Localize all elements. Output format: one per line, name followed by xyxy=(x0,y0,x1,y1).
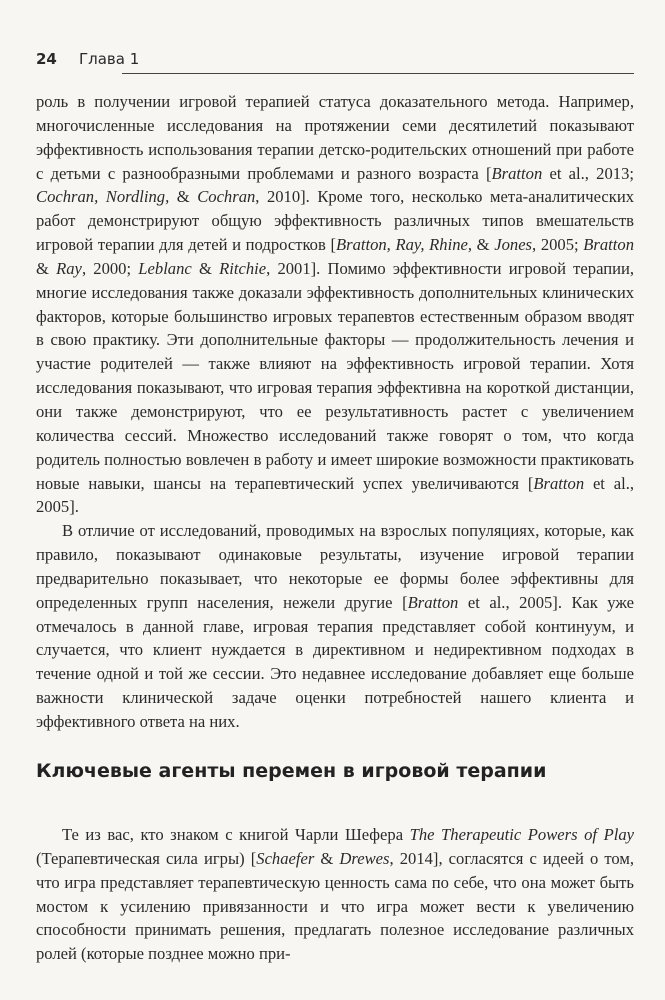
text-run: , 2001]. Помимо эффективности игровой терапии, многие исследования также доказали эффективность дополнительных клинических факторов, которые большинство игровых терапевтов естественным образом вводят в свою практику. Эти дополнительные факторы — продолжительность лечения и участие родителей — также влияют на эффективность игровой терапии. Хотя исследования показывают, что игровая терапия эффективна на короткой дистанции, они также демонстрируют, что ее результативность растет с увеличением количества сессий. Множество исследований также говорят о том, что когда родитель полностью вовлечен в работу и имеет широкие возможности практиковать новые навыки, шансы на терапевтический успех увеличиваются [ xyxy=(36,258,634,493)
citation-italic: Bratton xyxy=(533,473,585,493)
citation-italic: The Therapeutic Powers of Play xyxy=(409,825,634,844)
body-text-2 xyxy=(36,823,634,966)
text-run: В отличие от исследований, проводимых на взрослых популяциях, которые, как правило, показывают одинаковые результаты, изучение игровой терапии предварительно показывает, что некоторые ее формы более эффективны для определенных групп населения, нежели другие [ xyxy=(36,521,634,612)
citation-italic: Leblanc xyxy=(138,258,199,278)
text-run: (Терапевтическая сила игры) [ xyxy=(36,848,257,868)
citation-italic: Schaefer xyxy=(256,848,321,868)
citation-italic: Ritchie xyxy=(219,258,267,278)
header-rule xyxy=(122,73,634,74)
page-header xyxy=(36,46,634,74)
text-run: & xyxy=(36,258,57,278)
text-run: & xyxy=(176,187,198,207)
text-run: , 2000; xyxy=(81,258,139,278)
citation-italic: Drewes xyxy=(339,848,390,868)
paragraph-2 xyxy=(36,519,634,734)
text-run: Те из вас, кто знаком с книгой Чарли Шефера xyxy=(62,825,410,844)
citation-italic: Jones xyxy=(494,235,533,255)
body-text xyxy=(36,90,634,734)
text-run: , 2014], согласятся с идеей о том, что игра представляет терапевтическую ценность сама по себе, что она может быть мостом к усилению привязанности и что игра может вести к увеличению способности принимать решения, предлагать полезное исследование различных ролей (которые позднее можно при- xyxy=(36,848,634,964)
text-run: et al., 2005]. Как уже отмечалось в данной главе, игровая терапия представляет собой континуум, и случается, что клиент нуждается в директивном и недирективном подходах в течение одной и той же сессии. Это недавнее исследование добавляет еще больше важности клинической задаче оценки потребностей нашего клиента и эффективного ответа на них. xyxy=(36,592,634,731)
text-run: & xyxy=(476,235,495,255)
paragraph-3 xyxy=(36,823,634,966)
chapter-title: Глава 1 xyxy=(79,50,140,68)
text-run: , 2010]. Кроме того, несколько мета-аналитических работ демонстрируют общую эффективность различных типов вмешательств игровой терапии для детей и подростков [ xyxy=(36,187,634,255)
citation-italic: Cochran xyxy=(197,187,256,207)
page-number: 24 xyxy=(36,50,57,68)
citation-italic: Bratton, Ray, Rhine, xyxy=(335,235,477,255)
text-run: роль в получении игровой терапией статуса доказательного метода. Например, многочисленные исследования на протяжении семи десятилетий показывают эффективность использования терапии детско-родительских отношений при работе с детьми с разнообразными проблемами и разного возраста [ xyxy=(36,92,634,183)
text-run: , 2005; xyxy=(532,235,584,255)
paragraph-1 xyxy=(36,90,634,519)
citation-italic: Bratton xyxy=(407,592,459,612)
citation-italic: Bratton xyxy=(583,235,634,255)
text-run: & xyxy=(320,848,340,868)
citation-italic: Bratton xyxy=(491,163,543,183)
citation-italic: Ray xyxy=(56,258,82,278)
text-run: et al., 2005]. xyxy=(36,473,634,517)
citation-italic: Cochran, Nordling, xyxy=(36,187,177,207)
section-heading: Ключевые агенты перемен в игровой терапии xyxy=(36,760,547,782)
text-run: et al., 2013; xyxy=(542,163,634,183)
text-run: & xyxy=(198,258,220,278)
